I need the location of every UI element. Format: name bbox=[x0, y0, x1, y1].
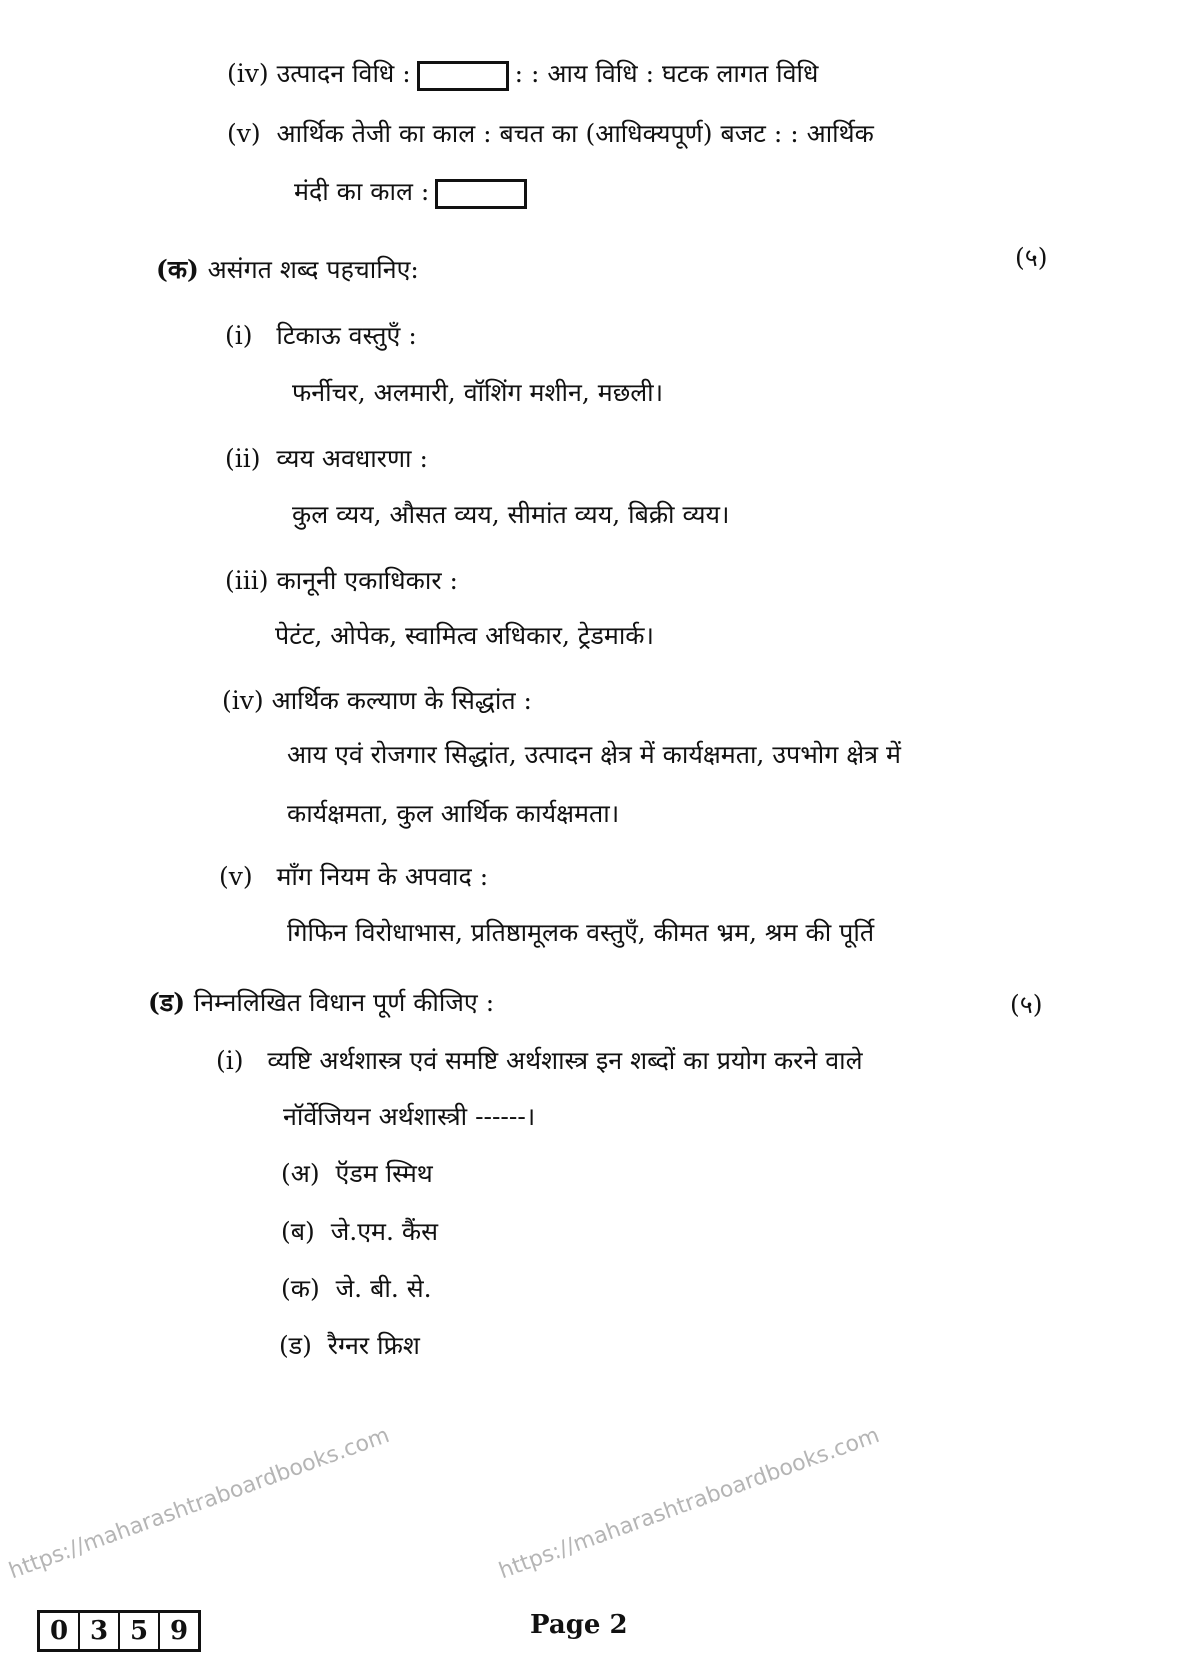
item-options: कार्यक्षमता, कुल आर्थिक कार्यक्षमता। bbox=[287, 799, 620, 828]
item-heading: माँग नियम के अपवाद : bbox=[276, 862, 489, 891]
option-text: रैग्नर फ्रिश bbox=[327, 1331, 420, 1360]
item-options: आय एवं रोजगार सिद्धांत, उत्पादन क्षेत्र में कार्यक्षमता, उपभोग क्षेत्र में bbox=[287, 740, 901, 769]
option-key: (ब) bbox=[281, 1217, 315, 1246]
item-heading: टिकाऊ वस्तुएँ : bbox=[276, 321, 417, 350]
code-digit: 3 bbox=[80, 1613, 120, 1649]
option-c bbox=[281, 1273, 432, 1305]
item-options: पेटंट, ओपेक, स्वामित्व अधिकार, ट्रेडमार्क। bbox=[275, 621, 654, 650]
analogy-iv bbox=[227, 58, 818, 91]
option-b bbox=[281, 1216, 438, 1248]
item-heading: कानूनी एकाधिकार : bbox=[276, 566, 458, 595]
option-text: ऍडम स्मिथ bbox=[335, 1159, 433, 1188]
item-number: (iv) bbox=[222, 686, 264, 715]
analogy-left: उत्पादन विधि : bbox=[276, 59, 411, 88]
question-item bbox=[216, 1045, 863, 1077]
option-d bbox=[279, 1330, 420, 1362]
item-number: (i) bbox=[225, 321, 253, 350]
page-number: Page 2 bbox=[530, 1610, 628, 1640]
answer-blank bbox=[435, 179, 527, 209]
item-number: (i) bbox=[216, 1046, 244, 1075]
section-label: (ड) bbox=[148, 988, 186, 1017]
item-number: (iv) bbox=[227, 59, 269, 88]
option-text: जे. बी. से. bbox=[335, 1274, 432, 1303]
option-key: (अ) bbox=[281, 1159, 320, 1188]
analogy-right: : : आय विधि : घटक लागत विधि bbox=[514, 59, 819, 88]
item-number: (iii) bbox=[225, 566, 269, 595]
question-item bbox=[222, 685, 532, 717]
item-number: (v) bbox=[227, 119, 261, 148]
analogy-text: मंदी का काल : bbox=[294, 177, 430, 206]
question-text: व्यष्टि अर्थशास्त्र एवं समष्टि अर्थशास्त्र इन शब्दों का प्रयोग करने वाले bbox=[267, 1046, 863, 1075]
section-d-heading bbox=[148, 987, 494, 1019]
answer-blank bbox=[417, 61, 509, 91]
item-options: कुल व्यय, औसत व्यय, सीमांत व्यय, बिक्री व्यय। bbox=[292, 500, 730, 529]
marks: (५) bbox=[1015, 243, 1048, 272]
option-key: (क) bbox=[281, 1274, 320, 1303]
question-item bbox=[219, 861, 488, 893]
watermark: https://maharashtraboardbooks.com bbox=[495, 1422, 883, 1585]
option-text: जे.एम. कैंस bbox=[330, 1217, 438, 1246]
section-title: निम्नलिखित विधान पूर्ण कीजिए : bbox=[193, 988, 495, 1017]
section-title: असंगत शब्द पहचानिए: bbox=[207, 255, 419, 284]
question-item bbox=[225, 565, 458, 597]
question-item bbox=[225, 443, 428, 475]
option-key: (ड) bbox=[279, 1331, 312, 1360]
item-options: गिफिन विरोधाभास, प्रतिष्ठामूलक वस्तुएँ, कीमत भ्रम, श्रम की पूर्ति bbox=[287, 918, 875, 947]
item-heading: व्यय अवधारणा : bbox=[276, 444, 428, 473]
code-digit: 5 bbox=[120, 1613, 160, 1649]
code-digit: 9 bbox=[169, 1616, 189, 1646]
question-item bbox=[225, 320, 417, 352]
paper-code bbox=[37, 1610, 201, 1652]
analogy-text: आर्थिक तेजी का काल : बचत का (आधिक्यपूर्ण) बजट : : आर्थिक bbox=[276, 119, 874, 148]
section-k-heading bbox=[156, 254, 419, 286]
option-a bbox=[281, 1158, 433, 1190]
item-number: (ii) bbox=[225, 444, 261, 473]
code-digit: 0 bbox=[40, 1613, 80, 1649]
watermark: https://maharashtraboardbooks.com bbox=[5, 1422, 393, 1585]
marks: (५) bbox=[1010, 990, 1043, 1019]
section-label: (क) bbox=[156, 255, 199, 284]
item-number: (v) bbox=[219, 862, 253, 891]
question-text: नॉर्वेजियन अर्थशास्त्री ------। bbox=[283, 1102, 536, 1131]
analogy-v bbox=[227, 118, 874, 150]
item-heading: आर्थिक कल्याण के सिद्धांत : bbox=[271, 686, 532, 715]
item-options: फर्नीचर, अलमारी, वॉशिंग मशीन, मछली। bbox=[292, 378, 664, 407]
analogy-v-cont bbox=[294, 176, 533, 209]
